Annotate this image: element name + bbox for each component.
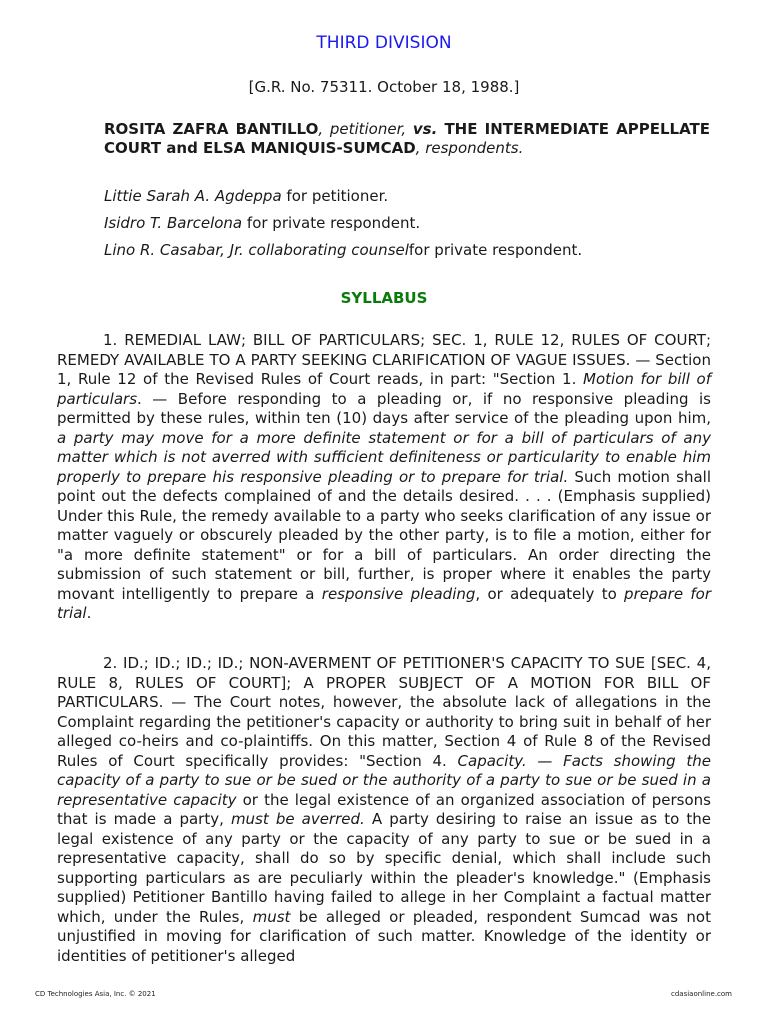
- counsel-for: for private respondent.: [408, 241, 583, 259]
- petitioner-name: ROSITA ZAFRA BANTILLO: [104, 120, 319, 138]
- versus: vs.: [412, 120, 438, 138]
- counsel-name: Lino R. Casabar, Jr. collaborating counsel: [104, 241, 409, 259]
- respondents-role: , respondents.: [415, 139, 524, 157]
- text-run: or the legal existence of an organized association of persons that is made a party,: [57, 790, 711, 828]
- counsel-name: Littie Sarah A. Agdeppa: [104, 187, 282, 205]
- footer-website: cdasiaonline.com: [671, 990, 732, 998]
- text-run: , or adequately to: [475, 584, 625, 603]
- text-run: 1. REMEDIAL LAW; BILL OF PARTICULARS; SEC. 1, RULE 12, RULES OF COURT; REMEDY AVAILABLE TO A PARTY SEEKING CLARIFICATION OF VAGUE ISSUES. — Section 1, Rule 12 of the Revised Rules of Court reads, in part: "Section 1.: [57, 331, 711, 388]
- italic-run: responsive pleading: [321, 584, 476, 603]
- text-run: A party desiring to raise an issue as to the legal existence of any party or the capacity of any party to sue or be sued in a representative capacity, shall do so by specific denial, which shall include such supporting particulars as are peculiarly within the pleader's knowledge." (Emphasis supplied) Petitioner Bantillo having failed to allege in her Complaint a factual matter which, under the Rules,: [57, 810, 712, 926]
- text-run: .: [86, 604, 92, 622]
- italic-run: a party may move for a more definite statement or for a bill of particulars of any matter which is not averred with sufficient definiteness or particularity to enable him properly to prepare his responsive pleading or to prepare for trial.: [57, 428, 711, 486]
- italic-run: Capacity. — Facts showing the capacity of a party to sue or be sued or the authority of a party to sue or be sued in a representative capacity: [57, 751, 711, 809]
- counsel-for: for petitioner.: [281, 187, 389, 205]
- text-run: Such motion shall point out the defects complained of and the details desired. . . . (Emphasis supplied) Under this Rule, the remedy available to a party who seeks clarification of any issue or matter vaguely or obscurely pleaded by the other party, is to file a motion, either for "a more definite statement" or for a bill of particulars. An order directing the submission of such statement or bill, further, is proper where it enables the party movant intelligently to prepare a: [57, 467, 711, 603]
- text-run: 2. ID.; ID.; ID.; ID.; NON-AVERMENT OF PETITIONER'S CAPACITY TO SUE [SEC. 4, RULE 8, RULES OF COURT]; A PROPER SUBJECT OF A MOTION FOR BILL OF PARTICULARS. — The Court notes, however, the absolute lack of allegations in the Complaint regarding the petitioner's capacity or authority to bring suit in behalf of her alleged co-heirs and co-plaintiffs. On this matter, Section 4 of Rule 8 of the Revised Rules of Court specifically provides: "Section 4.: [57, 654, 711, 770]
- counsel-line: [104, 241, 710, 259]
- case-number: [G.R. No. 75311. October 18, 1988.]: [248, 78, 520, 96]
- italic-run: Motion for bill of particulars: [57, 370, 712, 408]
- division-heading: THIRD DIVISION: [316, 33, 452, 53]
- italic-run: must be averred.: [230, 810, 365, 828]
- text-run: . — Before responding to a pleading or, if no responsive pleading is permitted by these rules, within ten (10) days after service of the pleading upon him,: [57, 389, 711, 427]
- syllabus-paragraph-1: [57, 331, 711, 624]
- footer-copyright: CD Technologies Asia, Inc. © 2021: [35, 990, 156, 998]
- petitioner-role: , petitioner,: [318, 120, 413, 138]
- counsel-line: [104, 187, 710, 205]
- italic-run: must: [252, 907, 291, 926]
- case-parties: [104, 120, 710, 158]
- respondents-names: THE INTERMEDIATE APPELLATE COURT and ELSA MANIQUIS-SUMCAD: [104, 120, 710, 157]
- counsel-line: [104, 214, 710, 232]
- counsel-for: for private respondent.: [242, 214, 421, 232]
- syllabus-heading: SYLLABUS: [340, 289, 428, 307]
- syllabus-paragraph-2: [57, 654, 711, 966]
- italic-run: prepare for trial: [57, 584, 711, 622]
- counsel-name: Isidro T. Barcelona: [104, 214, 243, 232]
- text-run: be alleged or pleaded, respondent Sumcad was not unjustified in moving for clarification of such matter. Knowledge of the identity or identities of petitioner's alleged: [57, 907, 711, 965]
